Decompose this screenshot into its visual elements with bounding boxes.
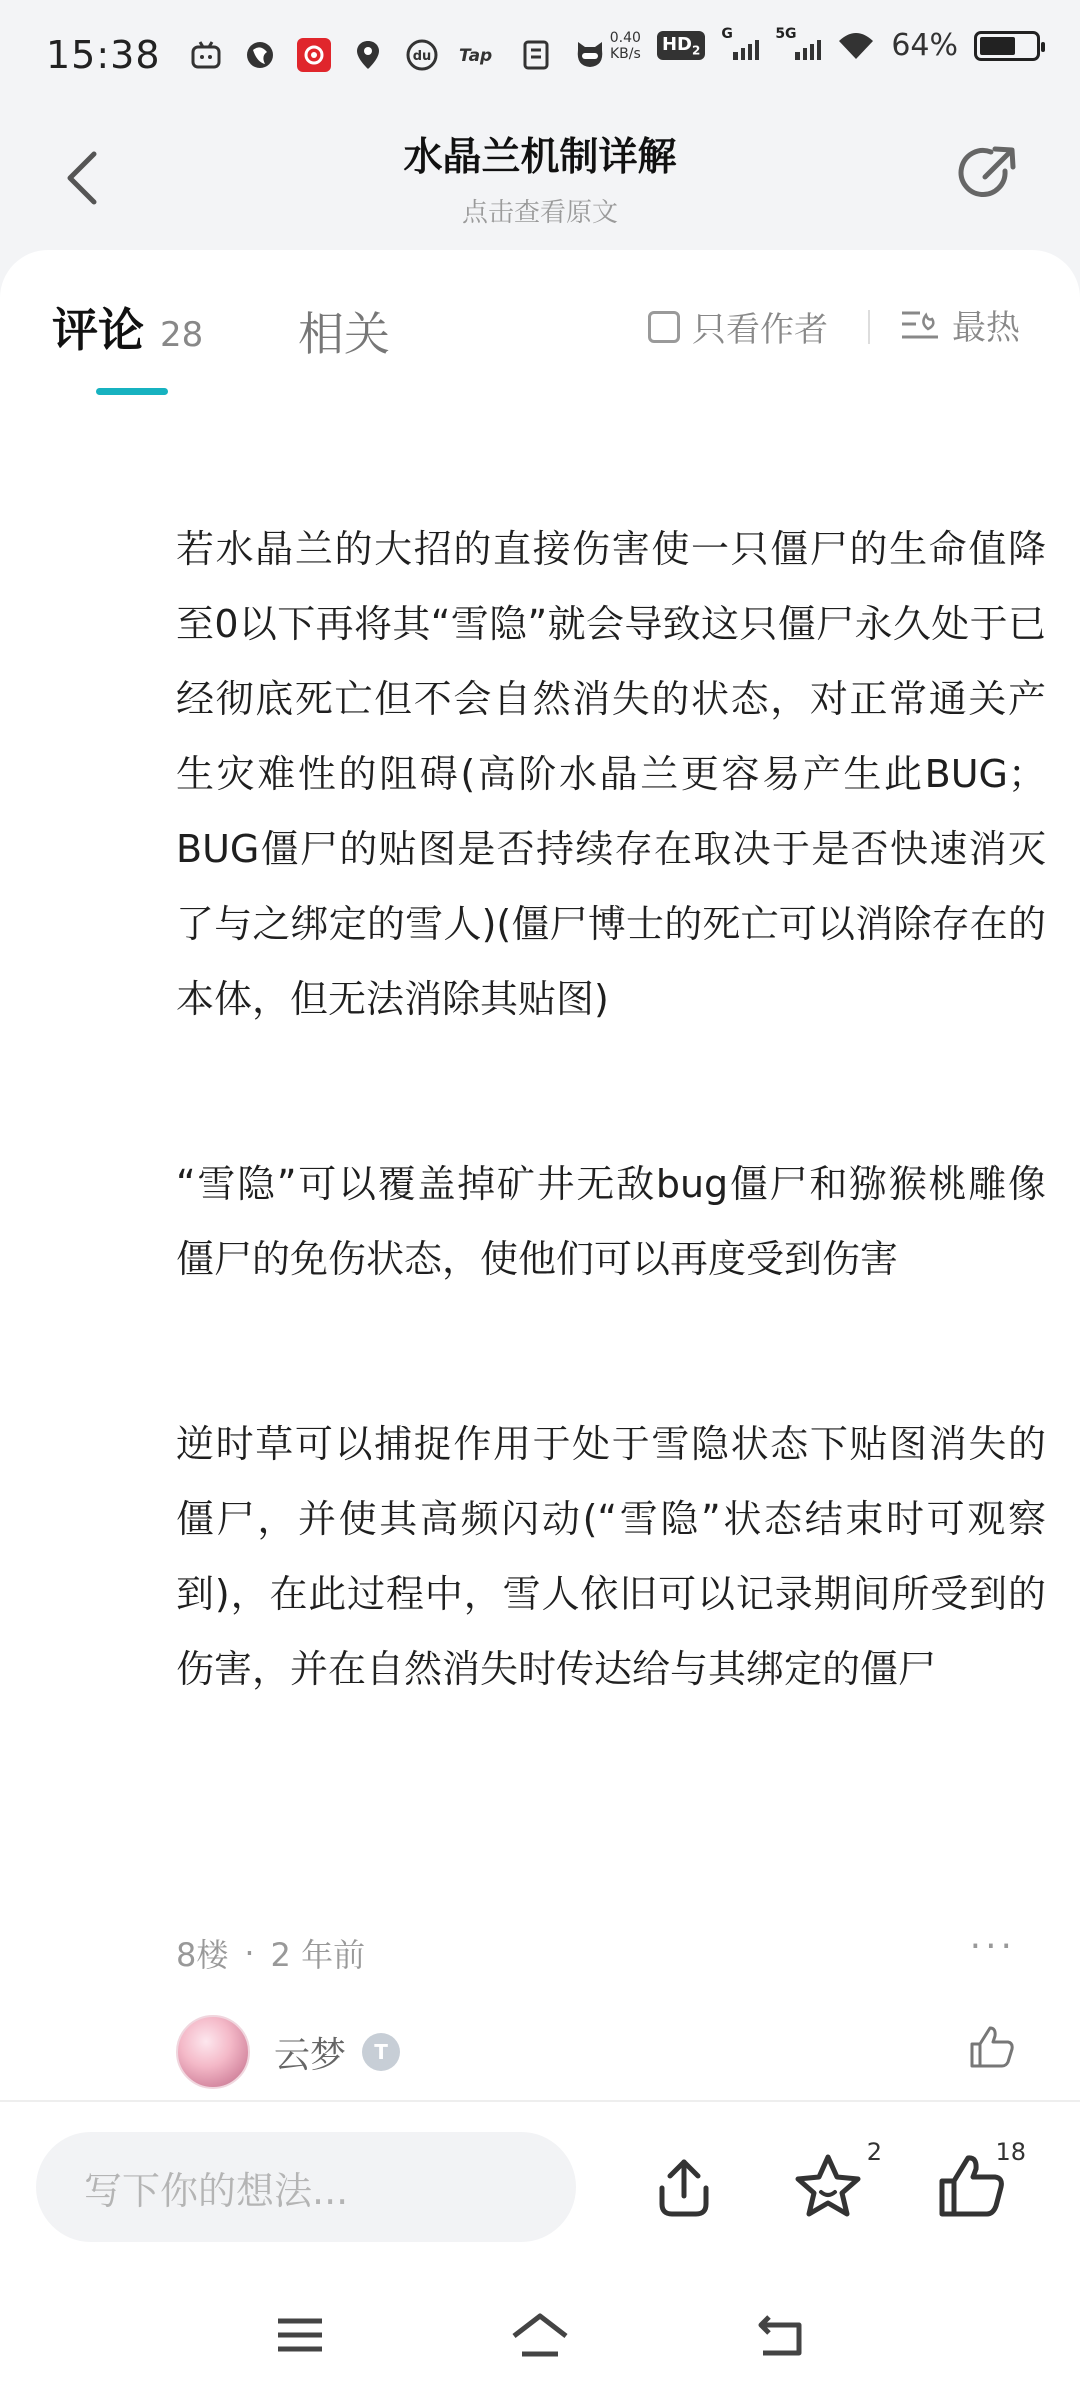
tap-icon xyxy=(459,38,499,72)
battery-icon xyxy=(974,31,1040,61)
thumbs-up-icon xyxy=(968,2024,1016,2070)
location-icon xyxy=(351,38,385,72)
author-only-checkbox[interactable] xyxy=(648,311,680,343)
cat-icon xyxy=(573,38,607,72)
sort-label: 最热 xyxy=(952,308,1020,348)
status-indicators xyxy=(609,25,1040,63)
level-badge: T xyxy=(362,2033,400,2071)
avatar[interactable] xyxy=(176,2015,250,2089)
comment-paragraph: 若水晶兰的大招的直接伤害使一只僵尸的生命值降至0以下再将其“雪隐”就会导致这只僵尸永久处于已经彻底死亡但不会自然消失的状态，对正常通关产生灾难性的阻碍(高阶水晶兰更容易产生此BUG；BUG僵尸的贴图是否持续存在取决于是否快速消灭了与之绑定的雪人)(僵尸博士的死亡可以消除存在的本体，但无法消除其贴图) xyxy=(176,527,1046,1021)
view-original-link[interactable]: 点击查看原文 xyxy=(461,198,618,228)
share-icon xyxy=(955,141,1021,207)
favorite-count: 2 xyxy=(866,2138,882,2166)
nav-home-button[interactable] xyxy=(500,2295,580,2375)
title-block[interactable] xyxy=(240,126,840,229)
share-action-button[interactable] xyxy=(644,2146,724,2226)
author-only-toggle[interactable] xyxy=(648,302,828,351)
tab-bar xyxy=(0,250,1080,400)
comment-time: 2 年前 xyxy=(270,1936,366,1974)
like-count: 18 xyxy=(995,2138,1026,2166)
tab-comments-count: 28 xyxy=(160,315,204,355)
reply-like-button[interactable] xyxy=(968,2024,1016,2074)
wifi-icon xyxy=(837,31,875,61)
globe-icon xyxy=(243,38,277,72)
nav-back-button[interactable] xyxy=(740,2295,820,2375)
menu-icon xyxy=(276,2315,324,2355)
svg-text:du: du xyxy=(412,49,431,64)
upload-share-icon xyxy=(652,2152,716,2220)
star-icon xyxy=(793,2152,863,2220)
bilibili-icon xyxy=(189,38,223,72)
signal-icon-2: 5G xyxy=(775,32,821,60)
comments-card xyxy=(0,250,1080,2100)
nav-menu-button[interactable] xyxy=(260,2295,340,2375)
back-button[interactable] xyxy=(52,136,112,220)
sort-icon xyxy=(900,307,940,343)
network-speed: 0.40 KB/s xyxy=(609,29,641,62)
comment-meta xyxy=(176,1926,1016,1976)
comment-paragraph: 逆时草可以捕捉作用于处于雪隐状态下贴图消失的僵尸，并使其高频闪动(“雪隐”状态结束时可观察到)，在此过程中，雪人依旧可以记录期间所受到的伤害，并在自然消失时传达给与其绑定的僵尸 xyxy=(176,1422,1046,1691)
back-arrow-icon xyxy=(755,2313,805,2357)
battery-percent: 64% xyxy=(891,28,958,63)
divider xyxy=(868,310,870,344)
meta-separator: · xyxy=(244,1934,255,1972)
du-icon xyxy=(405,38,439,72)
author-only-label: 只看作者 xyxy=(692,310,828,350)
home-icon xyxy=(510,2312,570,2358)
tab-related[interactable]: 相关 xyxy=(298,307,390,361)
more-button[interactable]: ··· xyxy=(969,1926,1016,1967)
tab-comments[interactable] xyxy=(52,294,203,360)
active-tab-indicator xyxy=(96,388,168,395)
favorite-button[interactable] xyxy=(788,2138,882,2226)
system-nav-bar xyxy=(0,2270,1080,2400)
reply-username[interactable]: 云梦 xyxy=(274,2034,347,2076)
floor-number: 8楼 xyxy=(176,1936,229,1974)
sort-button[interactable] xyxy=(900,300,1020,349)
comment-input[interactable]: 写下你的想法... xyxy=(36,2132,576,2242)
chevron-left-icon xyxy=(62,148,102,208)
reply-preview[interactable] xyxy=(176,2012,1016,2092)
book-icon xyxy=(519,38,553,72)
status-bar xyxy=(0,0,1080,110)
header xyxy=(0,110,1080,250)
hd-badge: $HD_2$ xyxy=(657,31,705,61)
share-button[interactable] xyxy=(946,132,1030,216)
red-app-icon xyxy=(297,38,331,72)
page-title: 水晶兰机制详解 xyxy=(403,135,677,180)
status-app-icons xyxy=(189,38,607,72)
svg-text:Tap: Tap xyxy=(458,46,492,66)
comment-paragraph: “雪隐”可以覆盖掉矿井无敌bug僵尸和猕猴桃雕像僵尸的免伤状态，使他们可以再度受到伤害 xyxy=(176,1162,1046,1281)
status-time: 15:38 xyxy=(46,33,161,77)
battery-fill xyxy=(980,37,1015,55)
comment-body xyxy=(176,512,1046,1707)
bottom-action-bar xyxy=(0,2100,1080,2270)
signal-icon-1: G xyxy=(721,32,759,60)
like-button[interactable] xyxy=(932,2138,1026,2226)
tab-comments-label: 评论 xyxy=(52,303,144,357)
